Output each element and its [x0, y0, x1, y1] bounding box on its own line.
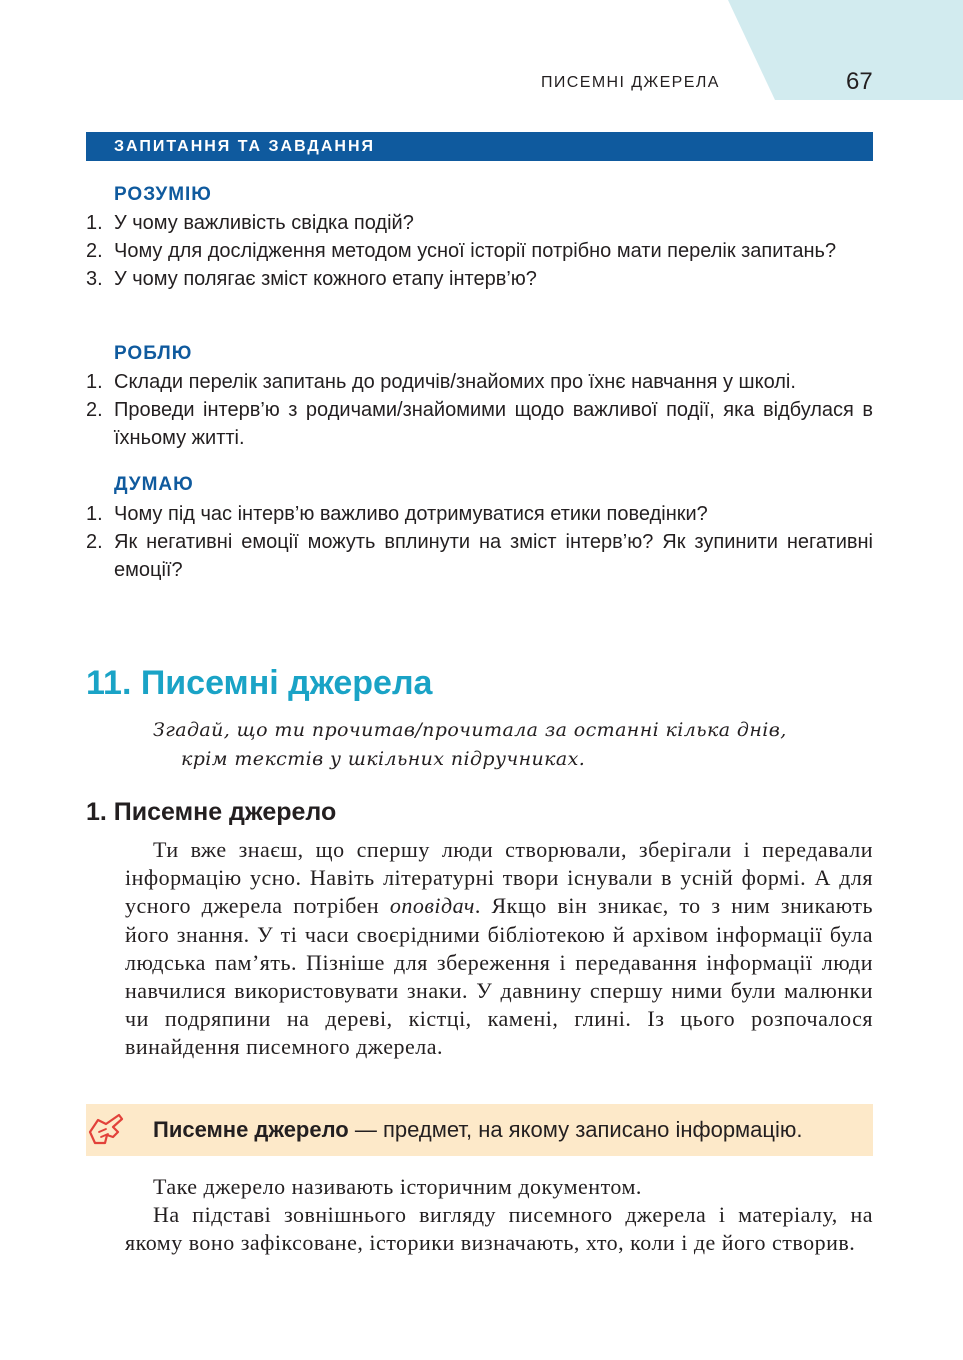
list-item	[86, 209, 873, 237]
body-paragraph	[125, 1173, 873, 1201]
item-number: 1.	[86, 371, 103, 393]
questions-subheading-understand: РОЗУМІЮ	[114, 184, 212, 205]
epigraph	[153, 716, 873, 774]
list-item	[86, 368, 873, 396]
hand-pointer-icon	[86, 1110, 126, 1150]
paragraph-text: . Якщо він зникає, то з ним зникають його знання. У ті часи своєрідними бібліотекою й архівом інформації була людська пам’ять. Пізніше для збереження і передавання інформації люди навчилися використовувати знаки. У давнину спершу ними були малюнки чи подряпини на дереві, кістці, камені, глині. Із цього розпочалося винайдення писемного джерела.	[125, 893, 873, 1060]
section-heading: 1. Писемне джерело	[86, 798, 337, 826]
item-number: 2.	[86, 240, 103, 262]
item-number: 2.	[86, 399, 103, 421]
item-number: 3.	[86, 268, 103, 290]
item-text: Проведи інтерв’ю з родичами/знайомими щодо важливої події, яка відбулася в їхньому житті.	[114, 399, 873, 449]
epigraph-line: Згадай, що ти прочитав/прочитала за останні кілька днів,	[153, 719, 787, 741]
body-paragraph	[125, 836, 873, 1062]
body-paragraph	[125, 1201, 873, 1257]
definition-text	[153, 1117, 803, 1143]
item-text: Чому під час інтерв’ю важливо дотримуватися етики поведінки?	[114, 503, 708, 525]
item-text: Склади перелік запитань до родичів/знайомих про їхнє навчання у школі.	[114, 371, 796, 393]
item-number: 1.	[86, 212, 103, 234]
questions-subheading-think: ДУМАЮ	[114, 474, 194, 495]
list-item	[86, 237, 873, 265]
questions-subheading-do: РОБЛЮ	[114, 343, 193, 364]
definition-box	[86, 1104, 873, 1156]
epigraph-line: крім текстів у шкільних підручниках.	[181, 748, 586, 770]
questions-list-do	[86, 368, 873, 452]
item-text: У чому полягає зміст кожного етапу інтерв’ю?	[114, 268, 537, 290]
page-number: 67	[846, 68, 873, 95]
item-text: Як негативні емоції можуть вплинути на зміст інтерв’ю? Як зупинити негативні емоції?	[114, 531, 873, 581]
list-item	[86, 396, 873, 452]
paragraph-text: Ти вже знаєш, що спершу люди створювали, зберігали і передавали інформацію усно. Навіть літературні твори існували в усній формі. А для усного джерела потрібен	[125, 837, 873, 919]
paragraph-text: На підставі зовнішнього вигляду писемного джерела і матеріалу, на якому воно зафіксоване, історики визначають, хто, коли і де його створив.	[125, 1202, 873, 1256]
paragraph-text: Таке джерело називають історичним документом.	[153, 1174, 642, 1199]
item-number: 2.	[86, 531, 103, 553]
questions-list-think	[86, 500, 873, 584]
list-item	[86, 500, 873, 528]
definition-term: Писемне джерело	[153, 1117, 349, 1142]
running-title: ПИСЕМНІ ДЖЕРЕЛА	[541, 74, 720, 91]
questions-title-bar: ЗАПИТАННЯ ТА ЗАВДАННЯ	[86, 132, 873, 161]
item-text: У чому важливість свідка подій?	[114, 212, 414, 234]
list-item	[86, 528, 873, 584]
term-narrator: оповідач	[389, 893, 475, 919]
definition-rest: — предмет, на якому записано інформацію.	[348, 1117, 803, 1142]
questions-list-understand	[86, 209, 873, 293]
lesson-title: 11. Писемні джерела	[86, 664, 433, 702]
item-number: 1.	[86, 503, 103, 525]
list-item	[86, 265, 873, 293]
item-text: Чому для дослідження методом усної історії потрібно мати перелік запитань?	[114, 240, 837, 262]
